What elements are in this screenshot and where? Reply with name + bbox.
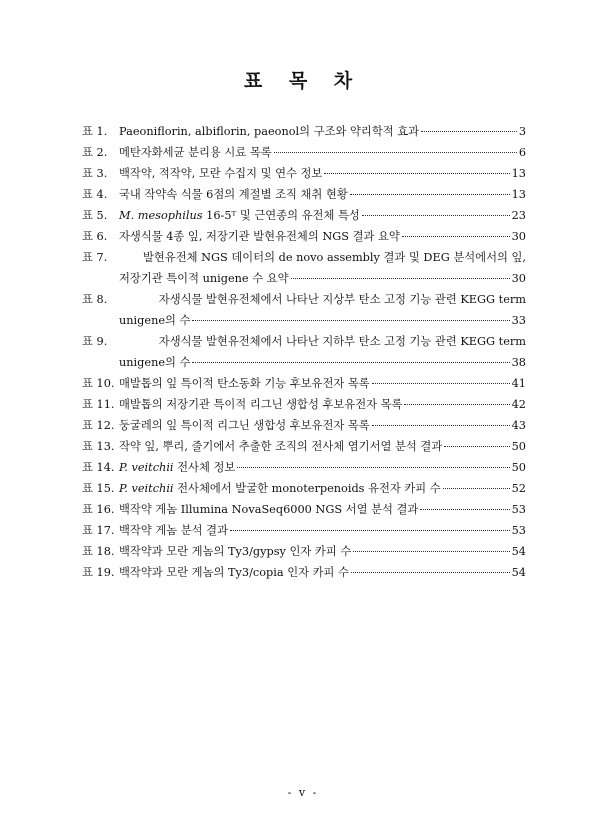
- page-number: 52: [511, 482, 526, 495]
- page-number: 33: [511, 314, 526, 327]
- leader-dots: [351, 572, 510, 573]
- toc-entry[interactable]: 표 14. P. veitchii 전사체 정보 50: [82, 458, 526, 479]
- leader-dots: [372, 383, 510, 384]
- toc-entry[interactable]: 표 12. 둥굴레의 잎 특이적 리그닌 생합성 후보유전자 목록 43: [82, 416, 526, 437]
- page-number: 54: [511, 566, 526, 579]
- toc-entry[interactable]: 표 19. 백작약과 모란 게놈의 Ty3/copia 인자 카피 수 54: [82, 563, 526, 584]
- leader-dots: [291, 278, 510, 279]
- toc-entry[interactable]: 표 5. M. mesophilus 16-5ᵀ 및 근연종의 유전체 특성 23: [82, 206, 526, 227]
- page-number: 13: [511, 167, 526, 180]
- toc-entry[interactable]: 표 8. 자생식물 발현유전체에서 나타난 지상부 탄소 고정 기능 관련 KEGG term unigene의 수 33: [82, 290, 526, 332]
- page-footer: - v -: [287, 786, 319, 799]
- page-number: 6: [518, 146, 526, 159]
- leader-dots: [420, 509, 509, 510]
- page-number: 54: [511, 545, 526, 558]
- toc-entry[interactable]: 표 3. 백작약, 적작약, 모란 수집지 및 연수 정보 13: [82, 164, 526, 185]
- toc-entry[interactable]: 표 6. 자생식물 4종 잎, 저장기관 발현유전체의 NGS 결과 요약 30: [82, 227, 526, 248]
- leader-dots: [443, 488, 510, 489]
- page-number: 41: [511, 377, 526, 390]
- leader-dots: [444, 446, 509, 447]
- toc-entry[interactable]: 표 13. 작약 잎, 뿌리, 줄기에서 추출한 조직의 전사체 염기서열 분석 결과 50: [82, 437, 526, 458]
- page-number: 23: [511, 209, 526, 222]
- leader-dots: [192, 320, 509, 321]
- toc-entry[interactable]: 표 2. 메탄자화세균 분리용 시료 목록 6: [82, 143, 526, 164]
- toc-entry[interactable]: 표 7. 발현유전체 NGS 데이터의 de novo assembly 결과 및 DEG 분석에서의 잎, 저장기관 특이적 unigene 수 요약 30: [82, 248, 526, 290]
- toc-entry[interactable]: 표 4. 국내 작약속 식물 6점의 계절별 조직 채취 현황 13: [82, 185, 526, 206]
- toc-entry[interactable]: 표 15. P. veitchii 전사체에서 발굴한 monoterpenoids 유전자 카피 수 52: [82, 479, 526, 500]
- page-number: 50: [511, 461, 526, 474]
- leader-dots: [362, 215, 510, 216]
- page-number: 53: [511, 524, 526, 537]
- page-number: 30: [511, 230, 526, 243]
- leader-dots: [350, 194, 510, 195]
- leader-dots: [230, 530, 510, 531]
- page-number: 53: [511, 503, 526, 516]
- leader-dots: [402, 236, 510, 237]
- leader-dots: [353, 551, 509, 552]
- page-number: 42: [511, 398, 526, 411]
- table-of-contents: [82, 122, 526, 584]
- toc-entry[interactable]: 표 11. 매발톱의 저장기관 특이적 리그닌 생합성 후보유전자 목록 42: [82, 395, 526, 416]
- leader-dots: [237, 467, 509, 468]
- leader-dots: [372, 425, 510, 426]
- toc-entry[interactable]: 표 9. 자생식물 발현유전체에서 나타난 지하부 탄소 고정 기능 관련 KEGG term unigene의 수 38: [82, 332, 526, 374]
- toc-entry[interactable]: 표 18. 백작약과 모란 게놈의 Ty3/gypsy 인자 카피 수 54: [82, 542, 526, 563]
- toc-entry[interactable]: 표 16. 백작약 게놈 Illumina NovaSeq6000 NGS 서열 분석 결과 53: [82, 500, 526, 521]
- page-number: 30: [511, 272, 526, 285]
- page-number: 50: [511, 440, 526, 453]
- leader-dots: [274, 152, 517, 153]
- leader-dots: [404, 404, 509, 405]
- page-number: 13: [511, 188, 526, 201]
- leader-dots: [192, 362, 509, 363]
- toc-entry[interactable]: 표 1. Paeoniflorin, albiflorin, paeonol의 구조와 약리학적 효과 3: [82, 122, 526, 143]
- leader-dots: [324, 173, 509, 174]
- leader-dots: [421, 131, 517, 132]
- toc-entry[interactable]: 표 10. 매발톱의 잎 특이적 탄소동화 기능 후보유전자 목록 41: [82, 374, 526, 395]
- toc-entry[interactable]: 표 17. 백작약 게놈 분석 결과 53: [82, 521, 526, 542]
- page-number: 43: [511, 419, 526, 432]
- page-number: 38: [511, 356, 526, 369]
- page-title: 표 목 차: [243, 70, 363, 92]
- page-number: 3: [518, 125, 526, 138]
